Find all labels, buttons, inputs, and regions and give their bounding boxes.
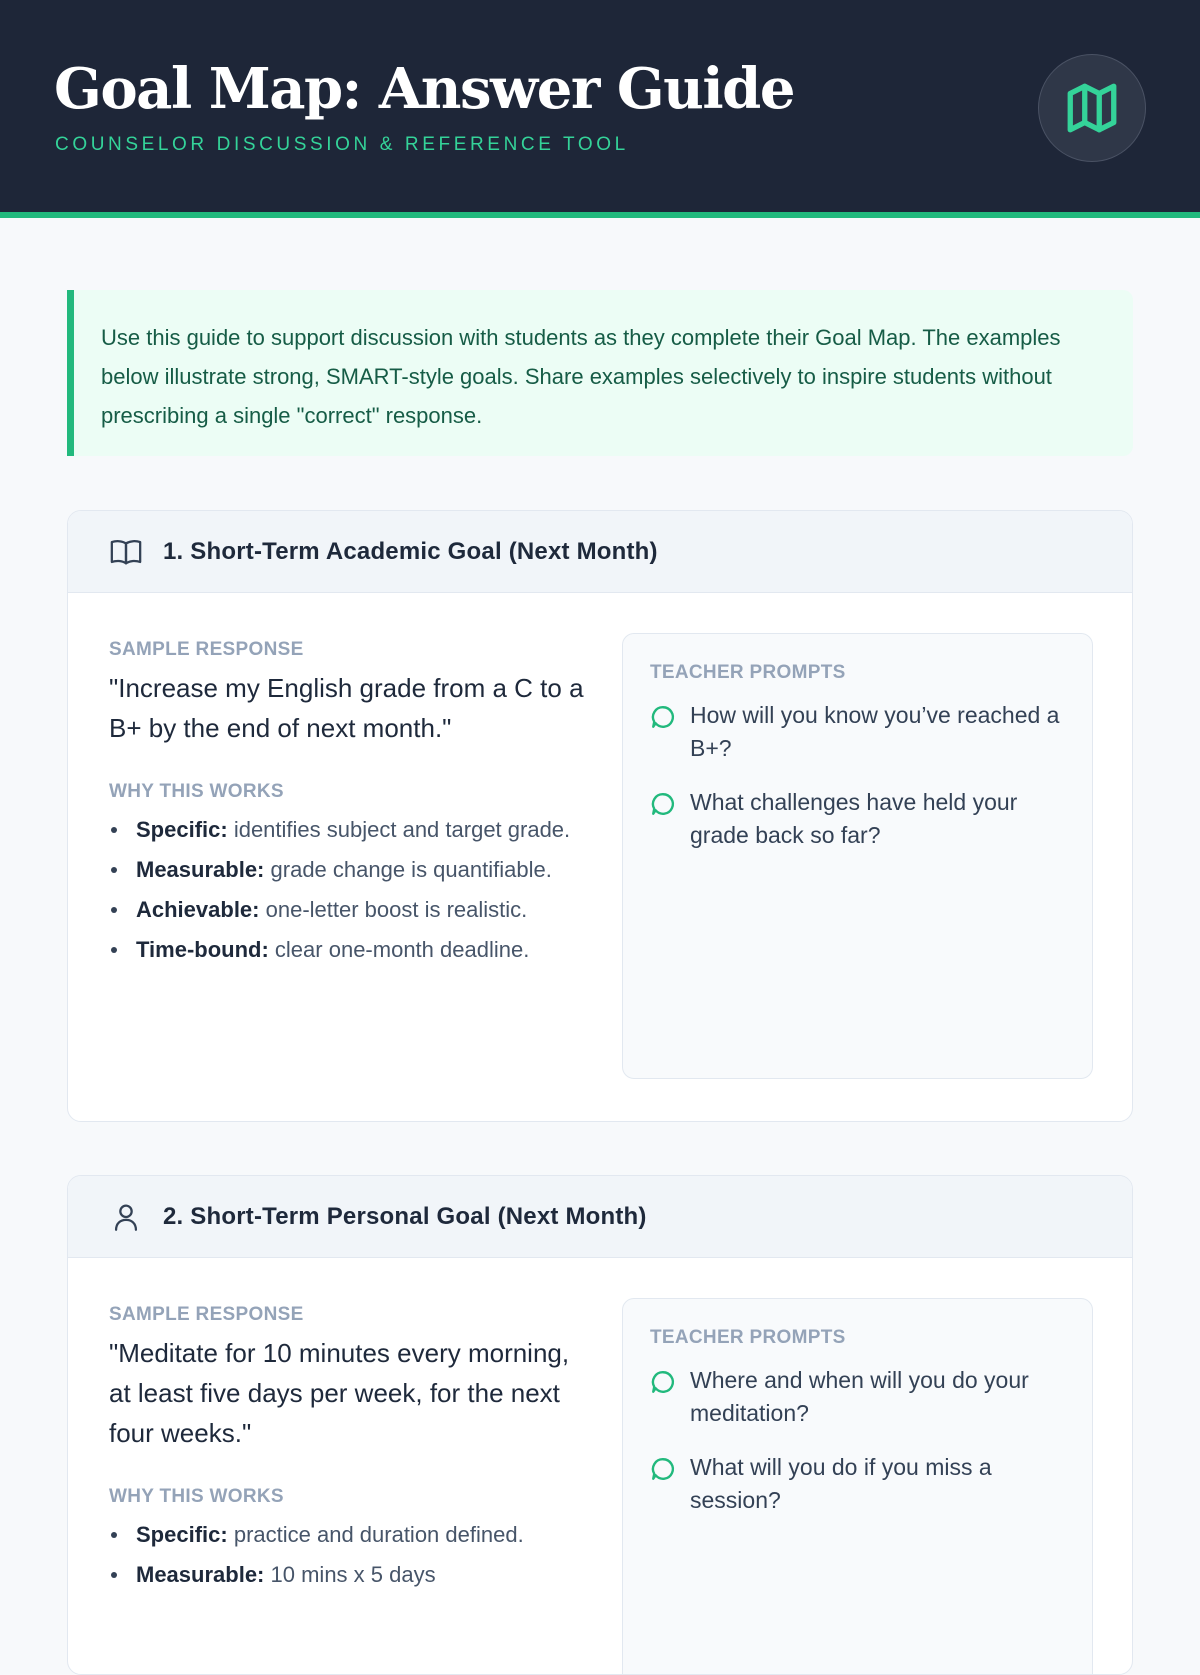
speech-bubble-icon bbox=[650, 704, 676, 730]
why-this-works-label: WHY THIS WORKS bbox=[109, 781, 284, 802]
section-header bbox=[68, 511, 1132, 593]
sample-column bbox=[109, 639, 589, 973]
prompt-list bbox=[650, 1364, 1068, 1517]
why-item bbox=[109, 1558, 589, 1591]
section-title: 2. Short-Term Personal Goal (Next Month) bbox=[163, 1203, 647, 1230]
prompt-text: What will you do if you miss a session? bbox=[690, 1454, 992, 1513]
teacher-prompts-label: TEACHER PROMPTS bbox=[650, 662, 846, 683]
prompt-text: Where and when will you do your meditation? bbox=[690, 1367, 1029, 1426]
book-open-icon bbox=[109, 535, 143, 569]
teacher-prompts-panel bbox=[622, 1298, 1093, 1675]
map-icon bbox=[1063, 79, 1121, 137]
why-term: Specific: bbox=[136, 1522, 228, 1547]
prompt-list bbox=[650, 699, 1068, 852]
sample-column bbox=[109, 1304, 589, 1598]
why-item bbox=[109, 853, 589, 886]
why-item bbox=[109, 893, 589, 926]
teacher-prompts-panel bbox=[622, 633, 1093, 1079]
speech-bubble-icon bbox=[650, 1369, 676, 1395]
sample-response-text: "Meditate for 10 minutes every morning, at least five days per week, for the next four weeks." bbox=[109, 1338, 570, 1448]
section-card-academic bbox=[67, 510, 1133, 1122]
teacher-prompts-label: TEACHER PROMPTS bbox=[650, 1327, 846, 1348]
page-subtitle: COUNSELOR DISCUSSION & REFERENCE TOOL bbox=[55, 134, 629, 155]
why-item bbox=[109, 933, 589, 966]
why-item bbox=[109, 1518, 589, 1551]
why-text: one-letter boost is realistic. bbox=[265, 897, 528, 922]
why-term: Measurable: bbox=[136, 857, 265, 882]
why-term: Measurable: bbox=[136, 1562, 265, 1587]
speech-bubble-icon bbox=[650, 791, 676, 817]
why-term: Time-bound: bbox=[136, 937, 269, 962]
prompt-item bbox=[650, 1451, 1068, 1517]
sample-response-label: SAMPLE RESPONSE bbox=[109, 639, 304, 660]
why-list bbox=[109, 1518, 589, 1591]
why-text: identifies subject and target grade. bbox=[233, 817, 571, 842]
why-text: grade change is quantifiable. bbox=[270, 857, 552, 882]
prompt-item bbox=[650, 786, 1068, 852]
page-header bbox=[0, 0, 1200, 218]
section-card-personal bbox=[67, 1175, 1133, 1675]
why-text: practice and duration defined. bbox=[233, 1522, 524, 1547]
why-list bbox=[109, 813, 589, 966]
prompt-item bbox=[650, 1364, 1068, 1430]
why-text: clear one-month deadline. bbox=[274, 937, 530, 962]
intro-callout: Use this guide to support discussion with students as they complete their Goal Map. The examples below illustrate strong, SMART-style goals. Share examples selectively to inspire students without prescribing a single "correct" response. bbox=[67, 290, 1133, 456]
user-icon bbox=[109, 1200, 143, 1234]
prompt-text: What challenges have held your grade back so far? bbox=[690, 789, 1018, 848]
sample-response-label: SAMPLE RESPONSE bbox=[109, 1304, 304, 1325]
prompt-item bbox=[650, 699, 1068, 765]
why-item bbox=[109, 813, 589, 846]
why-text: 10 mins x 5 days bbox=[270, 1562, 436, 1587]
why-this-works-label: WHY THIS WORKS bbox=[109, 1486, 284, 1507]
speech-bubble-icon bbox=[650, 1456, 676, 1482]
section-header bbox=[68, 1176, 1132, 1258]
page-title: Goal Map: Answer Guide bbox=[54, 56, 794, 122]
why-term: Achievable: bbox=[136, 897, 260, 922]
why-term: Specific: bbox=[136, 817, 228, 842]
prompt-text: How will you know you’ve reached a B+? bbox=[690, 702, 1060, 761]
sample-response-text: "Increase my English grade from a C to a B+ by the end of next month." bbox=[109, 673, 584, 743]
section-title: 1. Short-Term Academic Goal (Next Month) bbox=[163, 538, 658, 565]
header-badge bbox=[1038, 54, 1146, 162]
